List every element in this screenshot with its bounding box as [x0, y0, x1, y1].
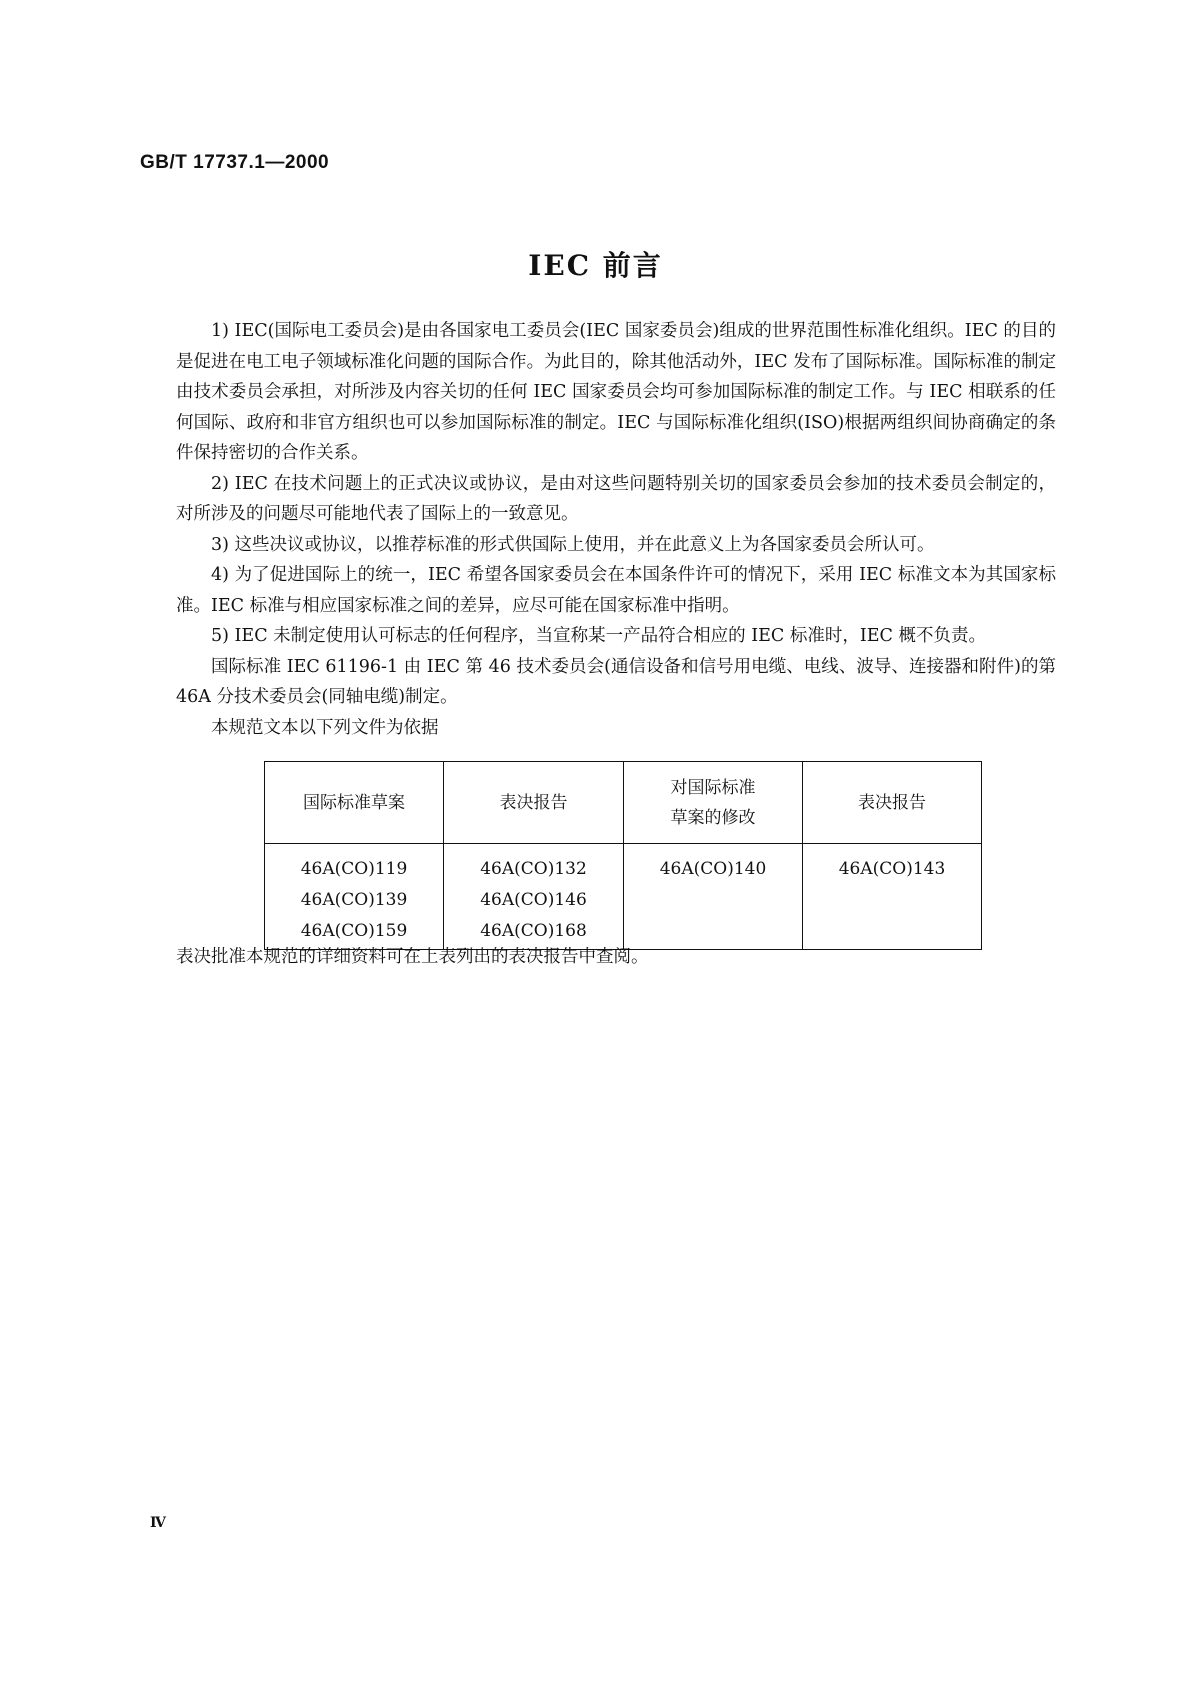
header-text: 表决报告 [858, 792, 926, 813]
document-ref: 46A(CO)168 [480, 921, 587, 941]
document-ref: 46A(CO)132 [480, 859, 587, 879]
document-ref: 46A(CO)159 [300, 921, 408, 941]
paragraph-table-intro: 本规范文本以下列文件为依据 [211, 717, 439, 738]
approval-note: 表决批准本规范的详细资料可在上表列出的表决报告中查阅。 [176, 947, 649, 967]
header-text: 表决报告 [499, 792, 568, 813]
table-cell-voting-report [444, 844, 624, 950]
basis-table [264, 761, 982, 950]
page-title: IEC 前言 [528, 249, 663, 282]
paragraph-committee: 国际标准 IEC 61196-1 由 IEC 第 46 技术委员会(通信设备和信号用电缆、电线、波导、连接器和附件)的第 46A 分技术委员会(同轴电缆)制定。 [176, 656, 1056, 707]
table-cell-fdis [265, 844, 444, 950]
document-ref: 46A(CO)146 [480, 890, 587, 910]
header-cell-fdis [265, 762, 444, 844]
paragraph-2: 2) IEC 在技术问题上的正式决议或协议，是由对这些问题特别关切的国家委员会参加的技术委员会制定的，对所涉及的问题尽可能地代表了国际上的一致意见。 [176, 473, 1056, 524]
header-text: 草案的修改 [670, 807, 756, 828]
table-cell-voting-report-2 [803, 844, 982, 950]
document-ref: 46A(CO)119 [300, 859, 408, 879]
table-header-row [265, 762, 982, 844]
table-cell-amendment [624, 844, 803, 950]
document-ref: 46A(CO)140 [659, 859, 767, 879]
paragraph-1: 1) IEC(国际电工委员会)是由各国家电工委员会(IEC 国家委员会)组成的世界范围性标准化组织。IEC 的目的是促进在电工电子领域标准化问题的国际合作。为此目的，除其他活动外，IEC 发布了国际标准。国际标准的制定由技术委员会承担，对所涉及内容关切的任何 IEC 国家委员会均可参加国际标准的制定工作。与 IEC 相联系的任何国际、政府和非官方组织也可以参加国际标准的制定。IEC 与国际标准化组织(ISO)根据两组织间协商确定的条件保持密切的合作关系。 [176, 321, 1056, 463]
standard-code: GB/T 17737.1—2000 [140, 152, 330, 173]
header-cell-amendment [624, 762, 803, 844]
paragraph-5: 5) IEC 未制定使用认可标志的任何程序，当宣称某一产品符合相应的 IEC 标准时，IEC 概不负责。 [211, 626, 987, 646]
page-number: Ⅳ [150, 1515, 166, 1531]
document-ref: 46A(CO)139 [300, 890, 408, 910]
header-cell-voting-report-2 [803, 762, 982, 844]
basis-table-container [264, 761, 982, 950]
header-text: 对国际标准 [670, 777, 756, 798]
document-ref: 46A(CO)143 [838, 859, 946, 879]
paragraph-4: 4) 为了促进国际上的统一，IEC 希望各国家委员会在本国条件许可的情况下，采用 IEC 标准文本为其国家标准。IEC 标准与相应国家标准之间的差异，应尽可能在国家标准中指明。 [176, 565, 1056, 616]
paragraph-3: 3) 这些决议或协议，以推荐标准的形式供国际上使用，并在此意义上为各国家委员会所认可。 [211, 534, 935, 555]
header-text: 国际标准草案 [303, 792, 405, 813]
table-row [265, 844, 982, 950]
header-cell-voting-report [444, 762, 624, 844]
foreword-body [176, 316, 1056, 743]
